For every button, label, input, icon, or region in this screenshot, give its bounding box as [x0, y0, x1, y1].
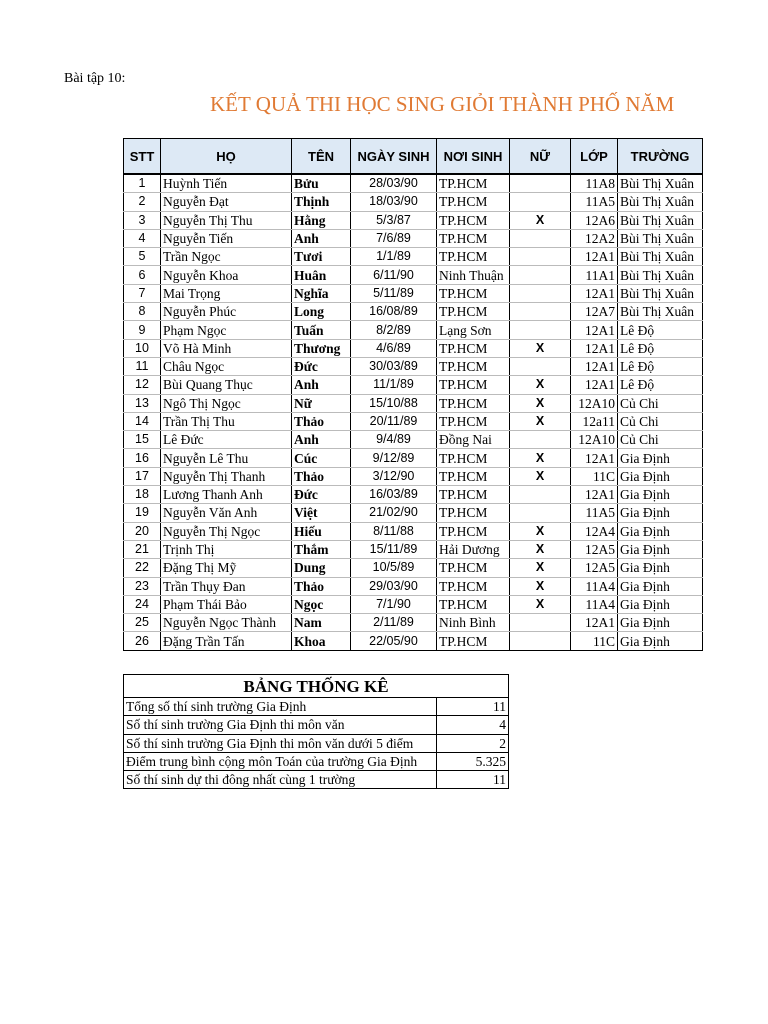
stats-label: Điểm trung bình cộng môn Toán của trường Gia Định	[124, 752, 437, 770]
cell-truong: Gia Định	[618, 614, 703, 632]
cell-truong: Củ Chi	[618, 431, 703, 449]
cell-truong: Gia Định	[618, 467, 703, 485]
cell-stt: 25	[124, 614, 161, 632]
cell-truong: Bùi Thị Xuân	[618, 193, 703, 211]
table-row	[124, 266, 703, 284]
stats-value: 2	[437, 734, 509, 752]
cell-noi-sinh: TP.HCM	[437, 577, 510, 595]
cell-ngay-sinh: 7/6/89	[351, 229, 437, 247]
cell-noi-sinh: TP.HCM	[437, 632, 510, 650]
cell-stt: 15	[124, 431, 161, 449]
cell-lop: 12A7	[571, 303, 618, 321]
cell-ten: Anh	[292, 229, 351, 247]
cell-ten: Thương	[292, 339, 351, 357]
cell-ho: Trần Thị Thu	[161, 412, 292, 430]
cell-ngay-sinh: 3/12/90	[351, 467, 437, 485]
cell-noi-sinh: Đồng Nai	[437, 431, 510, 449]
cell-nu: X	[510, 540, 571, 558]
table-row	[124, 339, 703, 357]
cell-stt: 24	[124, 595, 161, 613]
cell-stt: 9	[124, 321, 161, 339]
cell-nu	[510, 431, 571, 449]
cell-ten: Thịnh	[292, 193, 351, 211]
cell-nu	[510, 248, 571, 266]
cell-noi-sinh: TP.HCM	[437, 193, 510, 211]
cell-noi-sinh: TP.HCM	[437, 595, 510, 613]
cell-ho: Mai Trọng	[161, 284, 292, 302]
cell-noi-sinh: TP.HCM	[437, 229, 510, 247]
cell-ho: Nguyễn Văn Anh	[161, 504, 292, 522]
stats-row	[124, 734, 509, 752]
cell-ten: Ngọc	[292, 595, 351, 613]
cell-truong: Bùi Thị Xuân	[618, 266, 703, 284]
cell-lop: 12A1	[571, 376, 618, 394]
cell-stt: 7	[124, 284, 161, 302]
cell-ten: Long	[292, 303, 351, 321]
cell-nu	[510, 486, 571, 504]
cell-ngay-sinh: 28/03/90	[351, 174, 437, 193]
cell-ten: Dung	[292, 559, 351, 577]
cell-stt: 8	[124, 303, 161, 321]
cell-ho: Nguyễn Tiến	[161, 229, 292, 247]
cell-nu: X	[510, 376, 571, 394]
table-row	[124, 486, 703, 504]
cell-stt: 13	[124, 394, 161, 412]
cell-truong: Bùi Thị Xuân	[618, 229, 703, 247]
cell-ten: Anh	[292, 376, 351, 394]
cell-ngay-sinh: 8/11/88	[351, 522, 437, 540]
cell-ngay-sinh: 9/4/89	[351, 431, 437, 449]
exercise-label: Bài tập 10:	[64, 71, 126, 86]
cell-noi-sinh: TP.HCM	[437, 486, 510, 504]
cell-ngay-sinh: 4/6/89	[351, 339, 437, 357]
cell-lop: 11A1	[571, 266, 618, 284]
cell-truong: Gia Định	[618, 522, 703, 540]
cell-nu	[510, 303, 571, 321]
cell-ho: Bùi Quang Thục	[161, 376, 292, 394]
cell-ngay-sinh: 16/03/89	[351, 486, 437, 504]
cell-lop: 12A1	[571, 248, 618, 266]
cell-noi-sinh: TP.HCM	[437, 449, 510, 467]
cell-ho: Lương Thanh Anh	[161, 486, 292, 504]
cell-stt: 22	[124, 559, 161, 577]
cell-truong: Lê Độ	[618, 357, 703, 375]
cell-noi-sinh: TP.HCM	[437, 339, 510, 357]
table-row	[124, 211, 703, 229]
cell-ngay-sinh: 5/11/89	[351, 284, 437, 302]
cell-stt: 5	[124, 248, 161, 266]
cell-ho: Nguyễn Khoa	[161, 266, 292, 284]
table-row	[124, 376, 703, 394]
stats-value: 4	[437, 716, 509, 734]
cell-ho: Nguyễn Thị Thanh	[161, 467, 292, 485]
cell-lop: 11C	[571, 632, 618, 650]
table-row	[124, 431, 703, 449]
cell-nu: X	[510, 467, 571, 485]
table-row	[124, 522, 703, 540]
cell-ten: Việt	[292, 504, 351, 522]
cell-nu	[510, 614, 571, 632]
cell-ngay-sinh: 8/2/89	[351, 321, 437, 339]
cell-lop: 12A5	[571, 559, 618, 577]
cell-ho: Nguyễn Thị Ngọc	[161, 522, 292, 540]
cell-ten: Nam	[292, 614, 351, 632]
cell-lop: 12A5	[571, 540, 618, 558]
cell-ten: Cúc	[292, 449, 351, 467]
cell-noi-sinh: TP.HCM	[437, 303, 510, 321]
cell-ngay-sinh: 20/11/89	[351, 412, 437, 430]
cell-stt: 4	[124, 229, 161, 247]
stats-value: 11	[437, 698, 509, 716]
cell-truong: Gia Định	[618, 504, 703, 522]
cell-stt: 12	[124, 376, 161, 394]
table-row	[124, 193, 703, 211]
cell-ten: Hằng	[292, 211, 351, 229]
cell-ho: Nguyễn Thị Thu	[161, 211, 292, 229]
cell-ho: Trần Ngọc	[161, 248, 292, 266]
cell-truong: Gia Định	[618, 595, 703, 613]
cell-noi-sinh: TP.HCM	[437, 522, 510, 540]
cell-ho: Nguyễn Phúc	[161, 303, 292, 321]
cell-nu	[510, 357, 571, 375]
header-ho: HỌ	[161, 139, 292, 175]
cell-nu: X	[510, 211, 571, 229]
cell-nu	[510, 632, 571, 650]
cell-ngay-sinh: 7/1/90	[351, 595, 437, 613]
cell-truong: Lê Độ	[618, 376, 703, 394]
header-nu: NỮ	[510, 139, 571, 175]
cell-ngay-sinh: 2/11/89	[351, 614, 437, 632]
stats-table	[123, 674, 509, 789]
cell-ngay-sinh: 22/05/90	[351, 632, 437, 650]
cell-nu	[510, 504, 571, 522]
cell-stt: 17	[124, 467, 161, 485]
table-row	[124, 394, 703, 412]
table-row	[124, 467, 703, 485]
cell-ngay-sinh: 6/11/90	[351, 266, 437, 284]
cell-noi-sinh: TP.HCM	[437, 504, 510, 522]
table-row	[124, 595, 703, 613]
cell-noi-sinh: TP.HCM	[437, 559, 510, 577]
cell-truong: Gia Định	[618, 540, 703, 558]
cell-ho: Đặng Thị Mỹ	[161, 559, 292, 577]
cell-noi-sinh: TP.HCM	[437, 211, 510, 229]
cell-ten: Thắm	[292, 540, 351, 558]
stats-value: 11	[437, 771, 509, 789]
cell-stt: 1	[124, 174, 161, 193]
cell-ten: Thảo	[292, 467, 351, 485]
cell-ho: Trịnh Thị	[161, 540, 292, 558]
cell-lop: 12A10	[571, 394, 618, 412]
stats-row	[124, 771, 509, 789]
cell-lop: 12A2	[571, 229, 618, 247]
cell-stt: 18	[124, 486, 161, 504]
cell-lop: 12A1	[571, 339, 618, 357]
cell-lop: 11A5	[571, 193, 618, 211]
cell-noi-sinh: Hải Dương	[437, 540, 510, 558]
cell-ngay-sinh: 18/03/90	[351, 193, 437, 211]
stats-value: 5.325	[437, 752, 509, 770]
cell-stt: 20	[124, 522, 161, 540]
cell-ngay-sinh: 29/03/90	[351, 577, 437, 595]
header-noi-sinh: NƠI SINH	[437, 139, 510, 175]
cell-nu	[510, 321, 571, 339]
cell-stt: 21	[124, 540, 161, 558]
cell-noi-sinh: TP.HCM	[437, 357, 510, 375]
cell-lop: 11A4	[571, 595, 618, 613]
cell-nu: X	[510, 394, 571, 412]
cell-nu: X	[510, 339, 571, 357]
cell-stt: 6	[124, 266, 161, 284]
cell-nu: X	[510, 559, 571, 577]
title-container	[110, 90, 702, 124]
cell-truong: Bùi Thị Xuân	[618, 211, 703, 229]
cell-nu	[510, 229, 571, 247]
cell-ngay-sinh: 1/1/89	[351, 248, 437, 266]
stats-title: BẢNG THỐNG KÊ	[124, 675, 509, 698]
cell-noi-sinh: TP.HCM	[437, 376, 510, 394]
cell-ho: Võ Hà Minh	[161, 339, 292, 357]
table-row	[124, 577, 703, 595]
cell-noi-sinh: TP.HCM	[437, 412, 510, 430]
stats-label: Số thí sinh trường Gia Định thi môn văn dưới 5 điểm	[124, 734, 437, 752]
cell-ngay-sinh: 9/12/89	[351, 449, 437, 467]
stats-row	[124, 716, 509, 734]
cell-ho: Phạm Thái Bảo	[161, 595, 292, 613]
cell-noi-sinh: TP.HCM	[437, 394, 510, 412]
cell-ten: Huân	[292, 266, 351, 284]
stats-title-row	[124, 675, 509, 698]
results-table	[123, 138, 703, 651]
table-row	[124, 284, 703, 302]
header-stt: STT	[124, 139, 161, 175]
cell-stt: 14	[124, 412, 161, 430]
cell-ten: Khoa	[292, 632, 351, 650]
cell-ho: Phạm Ngọc	[161, 321, 292, 339]
cell-ten: Nữ	[292, 394, 351, 412]
cell-nu: X	[510, 577, 571, 595]
cell-stt: 23	[124, 577, 161, 595]
stats-label: Số thí sinh trường Gia Định thi môn văn	[124, 716, 437, 734]
header-ten: TÊN	[292, 139, 351, 175]
cell-lop: 12A4	[571, 522, 618, 540]
cell-lop: 12A1	[571, 486, 618, 504]
table-row	[124, 449, 703, 467]
cell-truong: Bùi Thị Xuân	[618, 284, 703, 302]
cell-ten: Bửu	[292, 174, 351, 193]
cell-nu	[510, 284, 571, 302]
cell-ten: Nghĩa	[292, 284, 351, 302]
cell-nu: X	[510, 449, 571, 467]
cell-ten: Thảo	[292, 577, 351, 595]
table-row	[124, 229, 703, 247]
cell-truong: Lê Độ	[618, 321, 703, 339]
cell-noi-sinh: TP.HCM	[437, 284, 510, 302]
cell-ten: Tươi	[292, 248, 351, 266]
cell-nu	[510, 266, 571, 284]
cell-lop: 11A4	[571, 577, 618, 595]
table-row	[124, 412, 703, 430]
table-row	[124, 559, 703, 577]
cell-truong: Lê Độ	[618, 339, 703, 357]
cell-stt: 19	[124, 504, 161, 522]
cell-ten: Đức	[292, 486, 351, 504]
cell-stt: 10	[124, 339, 161, 357]
cell-nu: X	[510, 595, 571, 613]
cell-lop: 12A10	[571, 431, 618, 449]
table-row	[124, 632, 703, 650]
cell-ten: Thảo	[292, 412, 351, 430]
cell-lop: 12A6	[571, 211, 618, 229]
cell-truong: Bùi Thị Xuân	[618, 174, 703, 193]
stats-label: Tổng số thí sinh trường Gia Định	[124, 698, 437, 716]
cell-ten: Anh	[292, 431, 351, 449]
cell-truong: Gia Định	[618, 486, 703, 504]
cell-noi-sinh: Lạng Sơn	[437, 321, 510, 339]
cell-ho: Đặng Trần Tấn	[161, 632, 292, 650]
cell-truong: Củ Chi	[618, 394, 703, 412]
cell-ngay-sinh: 15/11/89	[351, 540, 437, 558]
cell-truong: Củ Chi	[618, 412, 703, 430]
table-row	[124, 357, 703, 375]
cell-truong: Gia Định	[618, 632, 703, 650]
cell-nu: X	[510, 522, 571, 540]
table-row	[124, 614, 703, 632]
cell-noi-sinh: TP.HCM	[437, 248, 510, 266]
cell-truong: Gia Định	[618, 577, 703, 595]
cell-nu	[510, 174, 571, 193]
cell-stt: 26	[124, 632, 161, 650]
cell-noi-sinh: TP.HCM	[437, 467, 510, 485]
cell-noi-sinh: Ninh Bình	[437, 614, 510, 632]
cell-ho: Lê Đức	[161, 431, 292, 449]
cell-ho: Nguyễn Ngọc Thành	[161, 614, 292, 632]
stats-row	[124, 752, 509, 770]
cell-ngay-sinh: 15/10/88	[351, 394, 437, 412]
cell-truong: Gia Định	[618, 559, 703, 577]
table-row	[124, 321, 703, 339]
cell-lop: 12A1	[571, 614, 618, 632]
cell-ho: Nguyễn Đạt	[161, 193, 292, 211]
cell-ho: Châu Ngọc	[161, 357, 292, 375]
cell-ngay-sinh: 21/02/90	[351, 504, 437, 522]
cell-ten: Hiếu	[292, 522, 351, 540]
cell-stt: 2	[124, 193, 161, 211]
cell-ho: Nguyễn Lê Thu	[161, 449, 292, 467]
cell-lop: 11A8	[571, 174, 618, 193]
cell-ho: Ngô Thị Ngọc	[161, 394, 292, 412]
table-row	[124, 174, 703, 193]
cell-lop: 12A1	[571, 357, 618, 375]
header-lop: LỚP	[571, 139, 618, 175]
cell-lop: 12A1	[571, 449, 618, 467]
cell-lop: 12A1	[571, 284, 618, 302]
cell-stt: 3	[124, 211, 161, 229]
cell-ho: Trần Thụy Đan	[161, 577, 292, 595]
cell-ngay-sinh: 30/03/89	[351, 357, 437, 375]
cell-ho: Huỳnh Tiến	[161, 174, 292, 193]
cell-truong: Bùi Thị Xuân	[618, 248, 703, 266]
table-row	[124, 504, 703, 522]
table-row	[124, 248, 703, 266]
cell-nu	[510, 193, 571, 211]
cell-ngay-sinh: 16/08/89	[351, 303, 437, 321]
cell-truong: Gia Định	[618, 449, 703, 467]
stats-row	[124, 698, 509, 716]
cell-noi-sinh: Ninh Thuận	[437, 266, 510, 284]
table-row	[124, 303, 703, 321]
cell-nu: X	[510, 412, 571, 430]
cell-lop: 11C	[571, 467, 618, 485]
cell-noi-sinh: TP.HCM	[437, 174, 510, 193]
cell-ngay-sinh: 11/1/89	[351, 376, 437, 394]
cell-ten: Đức	[292, 357, 351, 375]
stats-label: Số thí sinh dự thi đông nhất cùng 1 trường	[124, 771, 437, 789]
cell-lop: 12A1	[571, 321, 618, 339]
cell-lop: 11A5	[571, 504, 618, 522]
page-title: KẾT QUẢ THI HỌC SING GIỎI THÀNH PHỐ NĂM	[210, 92, 675, 116]
cell-ngay-sinh: 5/3/87	[351, 211, 437, 229]
header-row	[124, 139, 703, 175]
cell-lop: 12a11	[571, 412, 618, 430]
cell-stt: 11	[124, 357, 161, 375]
header-truong: TRƯỜNG	[618, 139, 703, 175]
header-ngay-sinh: NGÀY SINH	[351, 139, 437, 175]
cell-stt: 16	[124, 449, 161, 467]
cell-truong: Bùi Thị Xuân	[618, 303, 703, 321]
table-row	[124, 540, 703, 558]
cell-ten: Tuấn	[292, 321, 351, 339]
cell-ngay-sinh: 10/5/89	[351, 559, 437, 577]
